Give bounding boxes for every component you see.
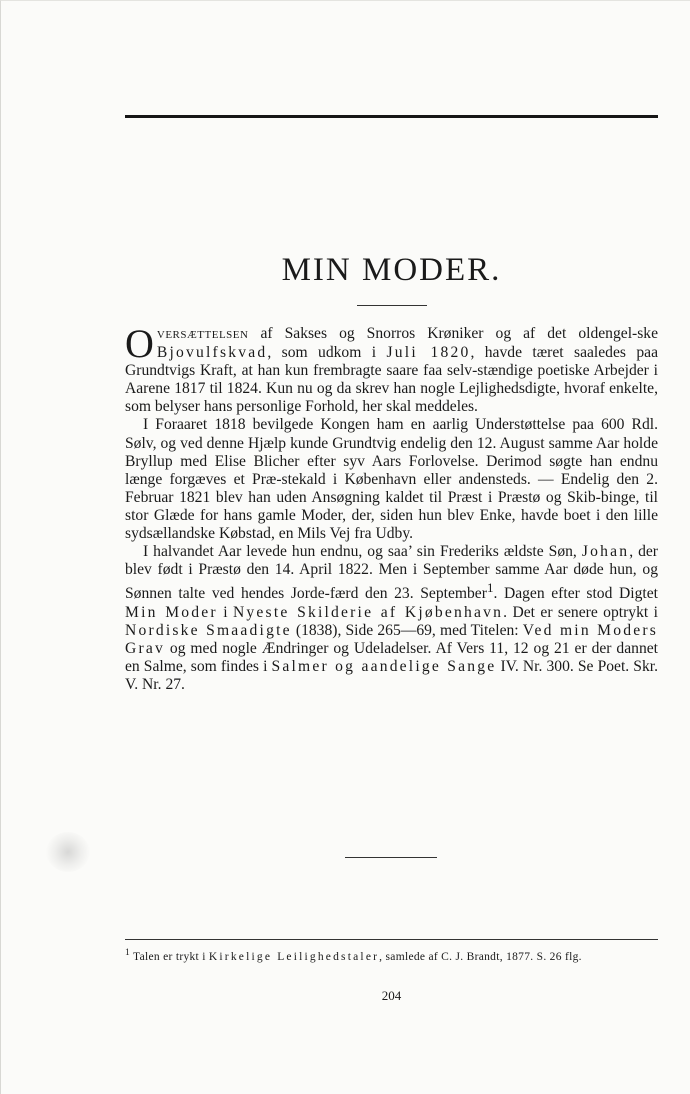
spaced-title: Nordiske Smaadigte	[125, 621, 292, 639]
footnote-marker: 1	[125, 947, 131, 958]
spaced-title: Kirkelige Leilighedstaler	[208, 950, 380, 963]
paragraph-3	[125, 543, 658, 694]
section-end-divider	[345, 857, 437, 858]
text-segment: , samlede af C. J. Brandt, 1877. S. 26 flg.	[379, 950, 582, 963]
text-segment: Talen er trykt i	[130, 950, 209, 963]
text-segment: , som udkom i	[267, 344, 387, 362]
spaced-title: Ved min Moders Grav	[125, 621, 658, 657]
spaced-title: Min Moder	[125, 603, 218, 621]
drop-cap: O	[125, 321, 154, 366]
text-segment: af Sakses og Snorros Krøniker og af det oldengel-ske	[248, 325, 658, 342]
text-segment: IV. Nr. 300. Se Poet. Skr. V. Nr. 27.	[125, 657, 658, 693]
paragraph-1	[125, 321, 658, 416]
title-divider	[357, 305, 427, 306]
chapter-title: MIN MODER.	[281, 252, 502, 288]
text-segment: . Det er senere optrykt i	[503, 603, 658, 621]
footnote	[125, 945, 658, 965]
text-segment: i	[217, 603, 233, 621]
spaced-name: Johan	[581, 543, 630, 561]
text-segment: , der blev født i Præstø den 14. April 1822. Men i September samme Aar døde hun, og Sønnen talte ved hendes Jorde-færd den 23. September	[125, 543, 658, 603]
footnote-reference[interactable]: 1	[486, 580, 494, 596]
small-caps-word: VERSÆTTELSEN	[156, 329, 249, 341]
body-text	[125, 321, 658, 694]
spaced-title: Nyeste Skilderie af Kjøbenhavn	[232, 603, 504, 621]
text-segment: , havde tæret saaledes paa Grundtvigs Kraft, at han kun frembragte saare faa selv-stændige poetiske Arbejder i Aarene 1817 til 1824. Kun nu og da skrev han nogle Lejlighedsdigte, hvoraf enkelte, som belyser hans personlige Forhold, her skal meddeles.	[125, 344, 658, 416]
spaced-title: Bjovulfskvad	[156, 344, 268, 362]
text-segment: I halvandet Aar levede hun endnu, og saa’ sin Frederiks ældste Søn,	[143, 543, 582, 561]
page-number: 204	[381, 988, 402, 1003]
text-segment: . Dagen efter stod Digtet	[493, 585, 658, 603]
text-segment: og med nogle Ændringer og Udeladelser. Af Vers 11, 12 og 21 er der dannet en Salme, som findes i	[125, 639, 658, 675]
paper-stain	[46, 832, 90, 872]
footnote-divider	[125, 939, 658, 940]
text-segment: (1838), Side 265—69, med Titelen:	[291, 621, 523, 639]
paragraph-2: I Foraaret 1818 bevilgede Kongen ham en aarlig Understøttelse paa 600 Rdl. Sølv, og ved denne Hjælp kunde Grundtvig endelig den 12. August samme Aar holde Bryllup med Elise Blicher efter syv Aars Forlovelse. Derimod søgte han endnu længe forgæves et Præ-stekald i København eller andensteds. — Endelig den 2. Februar 1821 blev han uden Ansøgning kaldet til Præst i Præstø og Skib-binge, til stor Glæde for hans gamle Moder, der, siden hun blev Enke, havde boet i den lille sydsællandske Købstad, en Mils Vej fra Udby.	[125, 416, 658, 543]
top-rule	[125, 115, 658, 118]
spaced-date: Juli 1820	[386, 344, 471, 362]
spaced-title: Salmer og aandelige Sange	[271, 657, 497, 675]
